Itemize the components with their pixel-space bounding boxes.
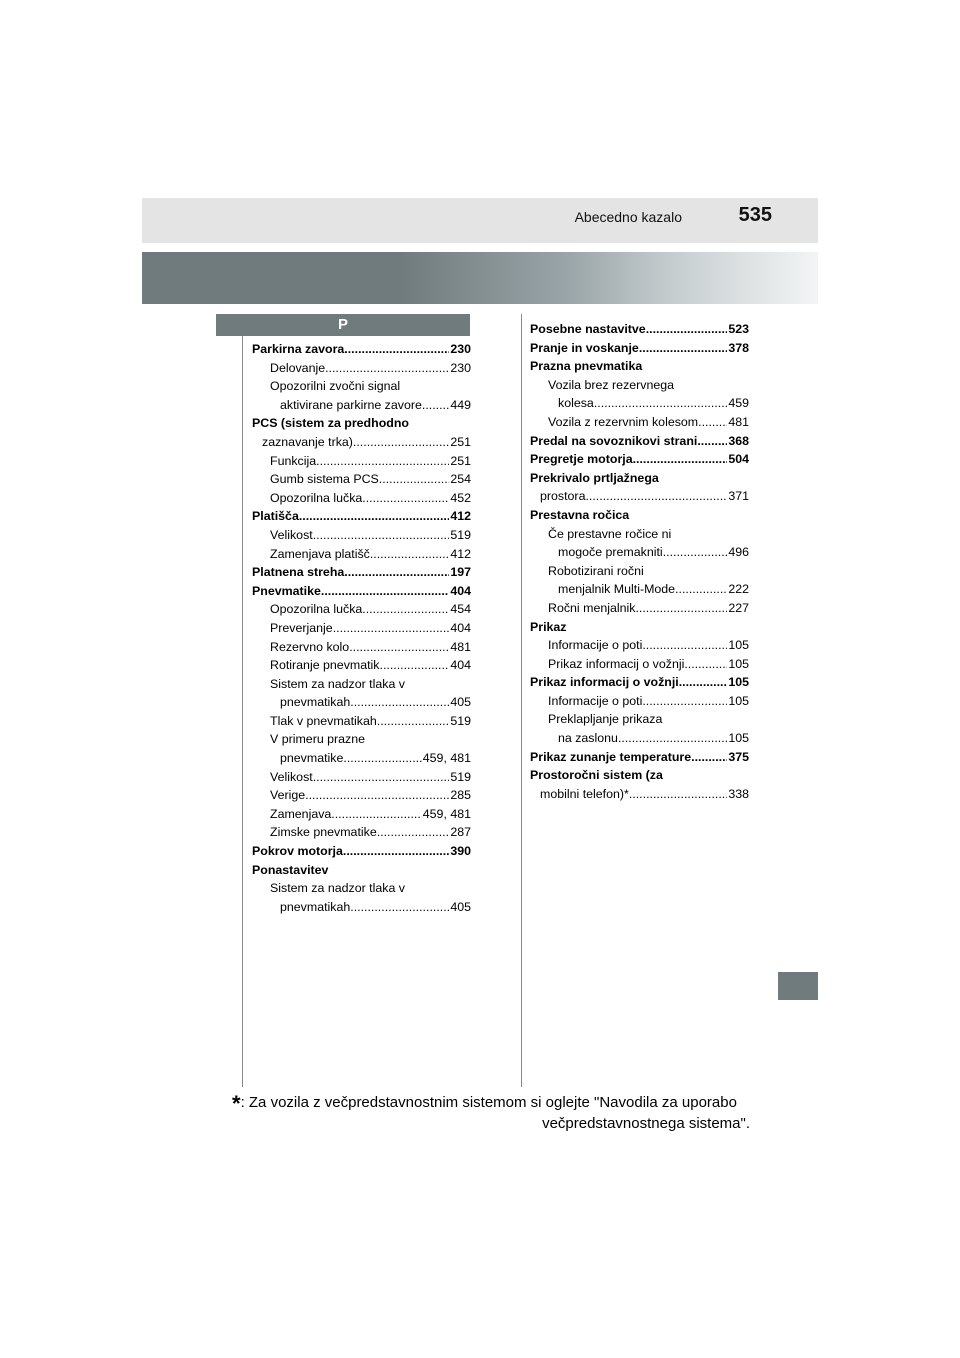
entry-text: Posebne nastavitve bbox=[530, 322, 646, 336]
index-entry bbox=[530, 618, 749, 637]
page-reference: 405 bbox=[450, 695, 471, 710]
dot-leader bbox=[344, 563, 449, 582]
entry-text: kolesa bbox=[558, 396, 594, 411]
page-reference: 338 bbox=[728, 786, 749, 801]
entry-text: Ročni menjalnik bbox=[548, 600, 636, 615]
entry-text: Platišča bbox=[252, 509, 299, 524]
page-reference: 459, 481 bbox=[422, 751, 471, 766]
dot-leader bbox=[639, 339, 728, 358]
dot-leader bbox=[633, 450, 728, 469]
index-column-left bbox=[252, 340, 471, 916]
page-reference: 404 bbox=[450, 583, 471, 598]
index-subentry bbox=[252, 879, 471, 898]
index-subentry bbox=[530, 599, 749, 618]
page-reference: 459 bbox=[728, 396, 749, 411]
entry-text: Zamenjava bbox=[270, 806, 332, 821]
page-reference: 378 bbox=[728, 340, 749, 355]
index-subentry bbox=[530, 487, 749, 506]
dot-leader bbox=[675, 580, 727, 599]
index-subentry bbox=[252, 377, 471, 396]
index-subentry bbox=[252, 489, 471, 508]
index-entry bbox=[530, 506, 749, 525]
footnote bbox=[232, 1093, 750, 1134]
entry-text: Prikaz informacij o vožnji bbox=[548, 656, 685, 671]
dot-leader bbox=[313, 768, 450, 787]
index-subentry bbox=[530, 692, 749, 711]
index-entry bbox=[252, 861, 471, 880]
page-reference: 519 bbox=[450, 713, 471, 728]
index-subentry bbox=[530, 543, 749, 562]
entry-text: Pnevmatike bbox=[252, 583, 321, 598]
page-reference: 459, 481 bbox=[422, 806, 471, 821]
dot-leader bbox=[585, 487, 727, 506]
page-reference: 105 bbox=[728, 638, 749, 653]
page-number: 535 bbox=[738, 204, 772, 226]
dot-leader bbox=[691, 748, 727, 767]
entry-text: Robotizirani ročni bbox=[548, 563, 644, 578]
index-subentry bbox=[252, 898, 471, 917]
index-entry bbox=[252, 582, 471, 601]
index-subentry bbox=[252, 359, 471, 378]
dot-leader bbox=[679, 673, 728, 692]
entry-text: Rotiranje pnevmatik bbox=[270, 658, 380, 673]
entry-text: Če prestavne ročice ni bbox=[548, 526, 672, 541]
dot-leader bbox=[321, 582, 449, 601]
entry-text: Prikaz informacij o vožnji bbox=[530, 675, 679, 690]
page-reference: 405 bbox=[450, 899, 471, 914]
dot-leader bbox=[349, 638, 449, 657]
page-reference: 390 bbox=[450, 844, 471, 859]
index-subentry bbox=[252, 730, 471, 749]
dot-leader bbox=[380, 656, 450, 675]
entry-text: Sistem za nadzor tlaka v bbox=[270, 881, 405, 896]
dot-leader bbox=[316, 452, 449, 471]
index-subentry bbox=[530, 636, 749, 655]
dot-leader bbox=[379, 470, 450, 489]
index-entry bbox=[530, 357, 749, 376]
entry-text: Parkirna zavora bbox=[252, 342, 345, 356]
index-entry bbox=[530, 450, 749, 469]
entry-text: Preverjanje bbox=[270, 620, 333, 635]
page-reference: 375 bbox=[728, 749, 749, 764]
entry-text: Ponastavitev bbox=[252, 862, 329, 877]
index-entry bbox=[530, 320, 749, 339]
index-letter-heading: P bbox=[216, 314, 470, 336]
column-divider bbox=[521, 314, 522, 1087]
dot-leader bbox=[646, 320, 728, 339]
entry-text: Sistem za nadzor tlaka v bbox=[270, 676, 405, 691]
page-reference: 523 bbox=[728, 322, 749, 336]
page-reference: 251 bbox=[450, 434, 471, 449]
page-reference: 368 bbox=[728, 433, 749, 448]
dot-leader bbox=[684, 655, 727, 674]
page-reference: 105 bbox=[728, 731, 749, 746]
index-subentry bbox=[530, 413, 749, 432]
page-reference: 287 bbox=[450, 825, 471, 840]
entry-text: mobilni telefon)* bbox=[540, 786, 629, 801]
entry-text: Opozorilni zvočni signal bbox=[270, 379, 401, 394]
dot-leader bbox=[594, 394, 727, 413]
dot-leader bbox=[697, 432, 727, 451]
entry-text: Pranje in voskanje bbox=[530, 340, 639, 355]
index-subentry bbox=[530, 562, 749, 581]
index-subentry bbox=[252, 805, 471, 824]
index-subentry bbox=[530, 729, 749, 748]
dot-leader bbox=[663, 543, 728, 562]
index-subentry bbox=[252, 545, 471, 564]
index-entry bbox=[252, 563, 471, 582]
entry-text: pnevmatikah bbox=[280, 899, 351, 914]
page-reference: 481 bbox=[728, 414, 749, 429]
entry-text: Predal na sovoznikovi strani bbox=[530, 433, 698, 448]
index-entry bbox=[530, 469, 749, 488]
dot-leader bbox=[377, 712, 450, 731]
index-subentry bbox=[530, 394, 749, 413]
entry-text: Velikost bbox=[270, 527, 313, 542]
entry-text: Delovanje bbox=[270, 360, 326, 375]
page-reference: 496 bbox=[728, 545, 749, 560]
index-subentry bbox=[252, 675, 471, 694]
index-entry bbox=[530, 339, 749, 358]
page-header bbox=[142, 198, 818, 243]
entry-text: Opozorilna lučka bbox=[270, 490, 363, 505]
dot-leader bbox=[377, 823, 450, 842]
entry-text: Informacije o poti bbox=[548, 638, 643, 653]
entry-text: V primeru prazne bbox=[270, 732, 366, 747]
page-reference: 227 bbox=[728, 600, 749, 615]
entry-text: Vozila z rezervnim kolesom bbox=[548, 414, 699, 429]
dot-leader bbox=[331, 805, 421, 824]
entry-text: Prostoročni sistem (za bbox=[530, 768, 663, 783]
index-subentry bbox=[530, 710, 749, 729]
footnote-line-2: večpredstavnostnega sistema". bbox=[542, 1115, 750, 1132]
decorative-band bbox=[142, 252, 818, 304]
index-subentry bbox=[252, 452, 471, 471]
index-subentry bbox=[530, 376, 749, 395]
entry-text: Pokrov motorja bbox=[252, 844, 343, 859]
page-reference: 197 bbox=[450, 565, 471, 580]
dot-leader bbox=[362, 489, 449, 508]
index-subentry bbox=[530, 525, 749, 544]
page-reference: 105 bbox=[728, 693, 749, 708]
index-entry bbox=[252, 340, 471, 359]
dot-leader bbox=[353, 433, 449, 452]
index-entry bbox=[252, 507, 471, 526]
entry-text: Gumb sistema PCS bbox=[270, 472, 379, 487]
entry-text: PCS (sistem za predhodno bbox=[252, 416, 409, 431]
dot-leader bbox=[299, 507, 449, 526]
entry-text: Zimske pnevmatike bbox=[270, 825, 377, 840]
entry-text: Verige bbox=[270, 788, 306, 803]
dot-leader bbox=[422, 396, 449, 415]
entry-text: mogoče premakniti bbox=[558, 545, 663, 560]
page-reference: 285 bbox=[450, 788, 471, 803]
page-reference: 251 bbox=[450, 453, 471, 468]
page-reference: 371 bbox=[728, 489, 749, 504]
index-subentry bbox=[252, 768, 471, 787]
index-subentry bbox=[252, 786, 471, 805]
dot-leader bbox=[642, 636, 727, 655]
index-subentry bbox=[252, 656, 471, 675]
dot-leader bbox=[698, 413, 727, 432]
entry-text: Vozila brez rezervnega bbox=[548, 377, 675, 392]
page-reference: 519 bbox=[450, 769, 471, 784]
page-reference: 452 bbox=[450, 490, 471, 505]
footnote-marker: * bbox=[232, 1091, 241, 1116]
page-reference: 504 bbox=[728, 452, 749, 467]
index-entry bbox=[530, 673, 749, 692]
entry-text: Opozorilna lučka bbox=[270, 602, 363, 617]
entry-text: Rezervno kolo bbox=[270, 639, 350, 654]
index-subentry bbox=[530, 655, 749, 674]
dot-leader bbox=[629, 785, 727, 804]
entry-text: Preklapljanje prikaza bbox=[548, 712, 663, 727]
dot-leader bbox=[343, 842, 449, 861]
chapter-tab-marker bbox=[778, 972, 818, 1000]
dot-leader bbox=[642, 692, 727, 711]
page-reference: 105 bbox=[728, 675, 749, 690]
dot-leader bbox=[350, 693, 449, 712]
entry-text: zaznavanje trka) bbox=[262, 434, 353, 449]
dot-leader bbox=[344, 340, 449, 359]
index-subentry bbox=[252, 396, 471, 415]
entry-text: Pregretje motorja bbox=[530, 452, 633, 467]
index-subentry bbox=[252, 619, 471, 638]
footnote-line-1: : Za vozila z večpredstavnostnim sistemom si oglejte "Navodila za uporabo bbox=[240, 1094, 737, 1111]
entry-text: aktivirane parkirne zavore bbox=[280, 397, 422, 412]
index-subentry bbox=[252, 470, 471, 489]
index-entry bbox=[530, 766, 749, 785]
dot-leader bbox=[350, 898, 449, 917]
entry-text: Prestavna ročica bbox=[530, 507, 630, 522]
page-reference: 449 bbox=[450, 397, 471, 412]
index-subentry bbox=[252, 526, 471, 545]
index-subentry bbox=[530, 785, 749, 804]
dot-leader bbox=[343, 749, 421, 768]
dot-leader bbox=[362, 600, 449, 619]
index-subentry bbox=[252, 638, 471, 657]
index-subentry bbox=[252, 600, 471, 619]
index-column-right bbox=[530, 320, 749, 803]
page-reference: 404 bbox=[450, 620, 471, 635]
page-reference: 412 bbox=[450, 546, 471, 561]
dot-leader bbox=[313, 526, 450, 545]
entry-text: Prekrivalo prtljažnega bbox=[530, 470, 659, 485]
page-reference: 412 bbox=[450, 509, 471, 524]
index-subentry bbox=[252, 712, 471, 731]
dot-leader bbox=[370, 545, 449, 564]
index-entry bbox=[530, 748, 749, 767]
dot-leader bbox=[333, 619, 450, 638]
entry-text: Velikost bbox=[270, 769, 313, 784]
page-reference: 454 bbox=[450, 602, 471, 617]
entry-text: Prikaz zunanje temperature bbox=[530, 749, 692, 764]
dot-leader bbox=[305, 786, 449, 805]
page-reference: 230 bbox=[450, 360, 471, 375]
entry-text: Tlak v pnevmatikah bbox=[270, 713, 377, 728]
entry-text: prostora bbox=[540, 489, 586, 504]
page-reference: 105 bbox=[728, 656, 749, 671]
page-reference: 481 bbox=[450, 639, 471, 654]
section-title: Abecedno kazalo bbox=[574, 209, 682, 225]
left-column-rule bbox=[242, 336, 243, 1087]
index-subentry bbox=[252, 693, 471, 712]
index-subentry bbox=[252, 823, 471, 842]
entry-text: pnevmatikah bbox=[280, 695, 351, 710]
page-reference: 519 bbox=[450, 527, 471, 542]
entry-text: Prazna pnevmatika bbox=[530, 359, 643, 374]
entry-text: Prikaz bbox=[530, 619, 567, 634]
index-entry bbox=[252, 842, 471, 861]
entry-text: Informacije o poti bbox=[548, 693, 643, 708]
index-entry bbox=[530, 432, 749, 451]
dot-leader bbox=[325, 359, 449, 378]
entry-text: menjalnik Multi-Mode bbox=[558, 582, 676, 597]
page-reference: 254 bbox=[450, 472, 471, 487]
entry-text: Zamenjava platišč bbox=[270, 546, 370, 561]
entry-text: na zaslonu bbox=[558, 731, 618, 746]
entry-text: pnevmatike bbox=[280, 751, 344, 766]
page-reference: 404 bbox=[450, 658, 471, 673]
page-reference: 230 bbox=[450, 342, 471, 356]
index-subentry bbox=[530, 580, 749, 599]
dot-leader bbox=[635, 599, 727, 618]
index-entry bbox=[252, 414, 471, 433]
entry-text: Platnena streha bbox=[252, 565, 345, 580]
index-subentry bbox=[252, 433, 471, 452]
entry-text: Funkcija bbox=[270, 453, 317, 468]
index-subentry bbox=[252, 749, 471, 768]
page-reference: 222 bbox=[728, 582, 749, 597]
dot-leader bbox=[618, 729, 727, 748]
